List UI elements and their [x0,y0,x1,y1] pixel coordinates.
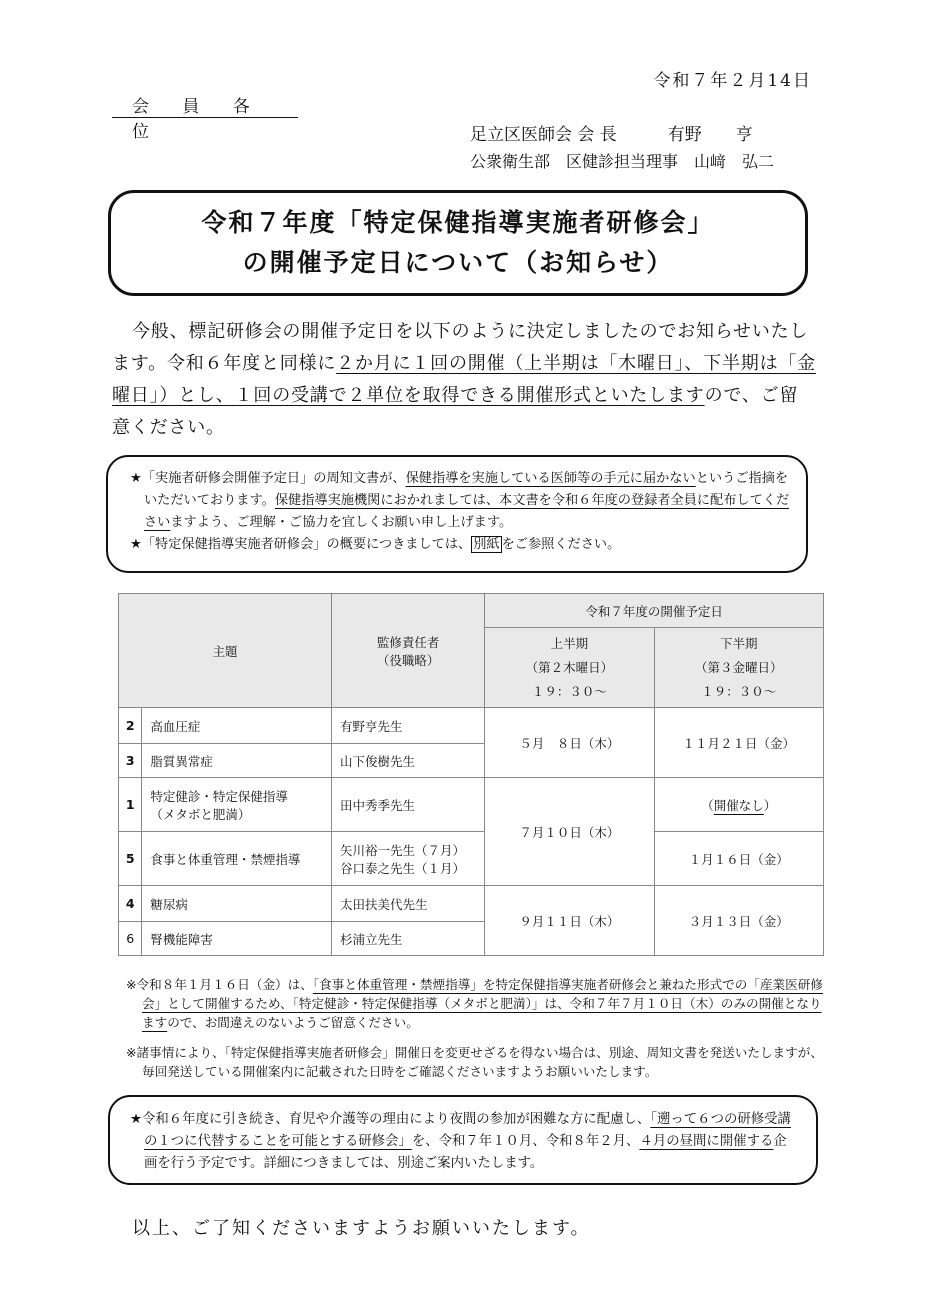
date-second-group-3: ３月１３日（金） [654,886,823,956]
sender-director: 公衆衛生部 区健診担当理事 山﨑 弘二 [470,152,775,171]
footnote1-text-a: ※令和８年１月１６日（金）は、 [126,977,313,992]
header-supervisor-label: 監修責任者 [376,634,440,650]
title-box [108,190,808,296]
header-schedule: 令和７年度の開催予定日 [485,594,824,628]
table-row [119,886,824,922]
table-row [119,778,824,832]
none-open: （ [701,797,714,813]
intro-text-b: ２か月に１回の開催（上半期は「木曜日」、下半期は「金曜日」）とし、１回の受講で２単位を取得できる開催形式といたします [112,353,816,406]
row-topic: 糖尿病 [142,886,332,922]
attachment-link: 別紙 [473,537,500,552]
footnote-2 [126,1043,826,1081]
row-teacher: 矢川裕一先生（７月） 谷口泰之先生（１月） [332,832,485,886]
document-date: 令和７年２月14日 [653,71,812,91]
row-teacher: 太田扶美代先生 [332,886,485,922]
header-second-time: １９：３０〜 [701,683,777,699]
title-line-1: 令和７年度「特定保健指導実施者研修会」 [201,208,715,237]
notice2-text-c: を、令和７年１０月、令和８年２月、 [411,1134,640,1149]
notice2-text-b: 「遡って６つの研修受講の１つに代替することを可能とする研修会」 [144,1112,791,1149]
table-row [119,832,824,886]
footnote1-text-c: ので、お間違えのないようご留意ください。 [167,1015,419,1030]
header-topic: 主題 [119,594,332,708]
row-teacher: 有野亨先生 [332,708,485,744]
header-first-label: 上半期 [550,635,589,651]
none-close: ） [763,797,777,813]
footnote-1 [126,975,826,1032]
notice1-text-f: ★「特定保健指導実施者研修会」の概要につきましては、 [130,537,472,552]
notice1-text-d: 保健指導実施機関におかれましては、本文書を令和６年度の登録者全員に配布してください [144,493,790,530]
title-line-2: の開催予定日について（お知らせ） [242,248,674,277]
notice1-text-g: をご参照ください。 [501,537,621,552]
date-first-group-3: ９月１１日（木） [485,886,654,956]
notice-box-2 [108,1095,818,1185]
header-second-label: 下半期 [720,635,758,651]
row-number: 3 [119,744,142,778]
date-second-none [654,778,823,832]
none-label: 開催なし [713,797,764,813]
notice2-text-e: 企画を行う予定です。詳細につきましては、別途ご案内いたします。 [144,1134,787,1171]
header-first-time: １９：３０〜 [531,683,607,699]
intro-text-c: ので、ご留意ください。 [112,385,799,438]
notice2-text-d: ４月の昼間に開催する [639,1134,774,1149]
footnote1-text-b: 「食事と体重管理・禁煙指導」を特定保健指導実施者研修会と兼ねた形式での「産業医研修会」として開催するため、「特定健診・特定保健指導（メタボと肥満）」は、令和７年７月１０日（木）のみの開催となります [142,977,823,1030]
table-row [119,708,824,744]
notice1-text-a: ★「実施者研修会開催予定日」の周知文書が、 [130,471,406,486]
intro-text-a: 今般、標記研修会の開催予定日を以下のように決定しましたのでお知らせいたします。令和６年度と同様に [112,321,809,374]
header-supervisor-note: （役職略） [376,652,440,668]
closing-remark: 以上、ご了知くださいますようお願いいたします。 [132,1218,591,1239]
notice2-text-a: ★令和６年度に引き続き、育児や介護等の理由により夜間の参加が困難な方に配慮し、 [130,1112,651,1127]
sender-president: 足立区医師会 会 長 有野 亨 [470,125,753,145]
row-teacher: 田中秀季先生 [332,778,485,832]
row-topic: 腎機能障害 [142,922,332,956]
date-first-group-1: ５月 ８日（木） [485,708,654,778]
row-teacher: 杉浦立先生 [332,922,485,956]
notice1-text-e: ますよう、ご理解・ご協力を宜しくお願い申し上げます。 [170,515,513,530]
addressee: 会 員 各 位 [112,92,298,118]
notice1-text-c: というご指摘をいただいております。 [144,471,789,508]
notice-box-1 [106,455,808,573]
row-number: 6 [119,922,142,956]
row-number: 2 [119,708,142,744]
schedule-table [118,593,824,956]
row-teacher: 山下俊樹先生 [332,744,485,778]
footnote2-text: ※諸事情により、「特定保健指導実施者研修会」開催日を変更せざるを得ない場合は、別途、周知文書を発送いたしますが、毎回発送している開催案内に記載された日時をご確認くださいますようお願いいたします。 [126,1045,823,1079]
date-first-group-2: ７月１０日（木） [485,778,654,886]
header-second-half [654,628,823,708]
notice1-text-b: 保健指導を実施している医師等の手元に届かない [405,471,696,486]
row-number: 5 [119,832,142,886]
row-topic: 脂質異常症 [142,744,332,778]
row-number: 4 [119,886,142,922]
header-first-half [485,628,654,708]
date-second-group-2: １月１６日（金） [654,832,823,886]
row-topic: 食事と体重管理・禁煙指導 [142,832,332,886]
header-supervisor [332,594,485,708]
header-second-day: （第３金曜日） [695,659,783,675]
row-number: 1 [119,778,142,832]
header-first-day: （第２木曜日） [525,659,614,675]
row-topic: 特定健診・特定保健指導 （メタボと肥満） [142,778,332,832]
row-topic: 高血圧症 [142,708,332,744]
intro-paragraph [112,316,816,444]
date-second-group-1: １１月２１日（金） [654,708,823,778]
